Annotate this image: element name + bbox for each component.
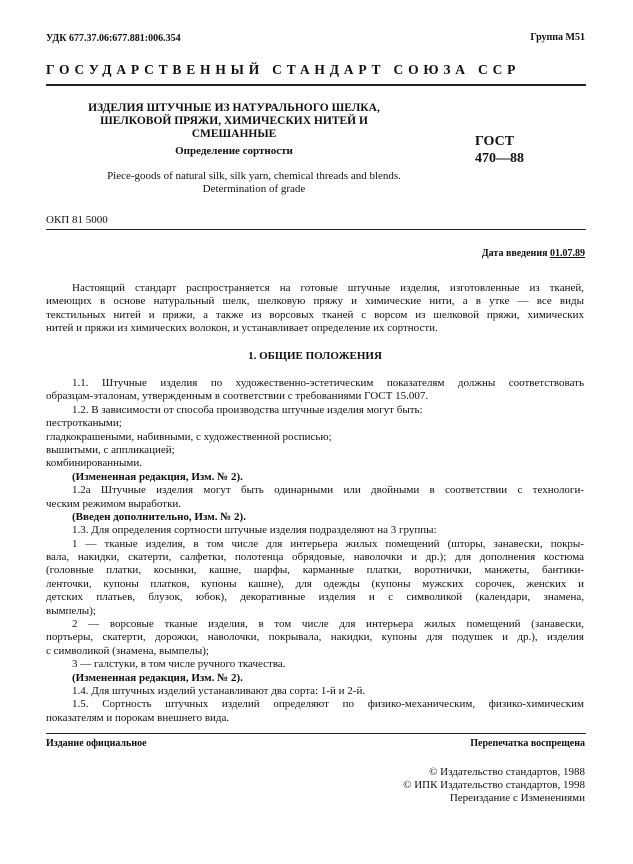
intro-date-value: 01.07.89 [550,248,585,259]
body-line: 1 — тканые изделия, в том числе для интерьера жилых помещений (шторы, занавески, покры- [72,537,584,550]
reprint-note: Переиздание с Изменениями [449,792,585,804]
title-line-1: ИЗДЕЛИЯ ШТУЧНЫЕ ИЗ НАТУРАЛЬНОГО ШЕЛКА, [88,102,380,114]
english-title [64,170,444,196]
body-line: 1.2а Штучные изделия могут быть одинарными или двойными в соответствии с технологи- [72,484,584,497]
gost-number: 470—88 [475,151,524,166]
banner-rule [46,84,586,86]
body-line: гладкокрашеными, набивными, с художественной росписью; [46,430,332,443]
subtitle: Определение сортности [175,145,293,157]
body-line: портьеры, скатерти, дорожки, наволочки, покрывала, накидки, купоны для подушек и др.), изделия [46,631,584,644]
intro-date [482,248,585,259]
group-code: Группа М51 [530,32,585,43]
english-title-line-1: Piece-goods of natural silk, silk yarn, chemical threads and blends. [107,170,401,182]
body-line: вымпелы); [46,604,96,617]
intro-line: имеющих в основе натуральный шелк, шелковую пряжу и химические нити, а в утке — все виды [46,295,584,308]
amendment-note: (Измененная редакция, Изм. № 2). [72,470,243,483]
body-line: с символикой (знамена, вымпелы); [46,644,209,657]
official-edition: Издание официальное [46,738,147,749]
body-line: комбинированными. [46,457,142,470]
body-line: вышитыми, с аппликацией; [46,443,175,456]
document-title [64,102,404,141]
copyright-2: © ИПК Издательство стандартов, 1998 [403,779,585,791]
gost-label: ГОСТ [475,134,515,149]
body-line: показателям и порокам внешнего вида. [46,711,230,724]
body-line: 1.1. Штучные изделия по художественно-эстетическим показателям должны соответствовать [72,377,584,389]
okp-rule [46,229,586,230]
okp-code: ОКП 81 5000 [46,214,108,226]
body-line: 3 — галстуки, в том числе ручного ткачества. [72,658,286,671]
intro-line: текстильных нитей и пряжи, а также из ворсовых тканей с ворсом из шелковой пряжи, химических [46,308,584,321]
copyright-block [403,766,585,805]
body-line: пестроткаными; [46,417,122,430]
english-title-line-2: Determination of grade [202,183,306,195]
title-line-2: ШЕЛКОВОЙ ПРЯЖИ, ХИМИЧЕСКИХ НИТЕЙ И СМЕШАННЫЕ [100,115,368,140]
body-line: вала, накидки, скатерти, салфетки, полотенца обрядовые, наволочки и др.); для дополнения костюма [46,551,584,564]
footer-rule [46,733,586,734]
copyright-1: © Издательство стандартов, 1988 [429,766,585,778]
intro-paragraph [46,282,584,336]
body-line: детских платьев, блузок, юбок), декоративные изделия и с символикой (календари, знамена, [46,591,584,604]
body-line: ленточки, купоны платков, купоны кашне), для одежды (купоны мужских сорочек, женских и [46,577,584,590]
intro-date-label: Дата введения [481,248,548,259]
udc-code: УДК 677.37.06:677.881:006.354 [46,33,181,44]
intro-line: Настоящий стандарт распространяется на готовые штучные изделия, изготовленные из тканей, [72,282,584,294]
body-line: (головные платки, косынки, кашне, шарфы, карманные платки, воротнички, манжеты, бантики- [46,564,584,577]
amendment-note: (Введен дополнительно, Изм. № 2). [72,510,246,523]
section-title: 1. ОБЩИЕ ПОЛОЖЕНИЯ [248,350,382,362]
intro-line: нитей и пряжи из химических волокон, и устанавливает определение их сортности. [46,322,438,335]
state-standard-banner: ГОСУДАРСТВЕННЫЙ СТАНДАРТ СОЮЗА ССР [46,62,521,77]
body-line: 1.3. Для определения сортности штучные изделия подразделяют на 3 группы: [72,524,437,537]
body-line: 1.2. В зависимости от способа производства штучные изделия могут быть: [72,403,423,416]
body-line: 1.5. Сортность штучных изделий определяют по физико-механическим, физико-химическим [72,698,584,711]
body-line: 2 — ворсовые тканые изделия, в том числе для интерьера жилых помещений (занавески, [72,618,584,631]
body-line: 1.4. Для штучных изделий устанавливают два сорта: 1-й и 2-й. [72,684,366,697]
body-line: ческим режимом выработки. [46,497,182,510]
section-body [46,377,584,725]
gost-designation [475,133,524,167]
body-line: образцам-эталонам, утвержденным в соответствии с требованиями ГОСТ 15.007. [46,390,429,403]
amendment-note: (Измененная редакция, Изм. № 2). [72,671,243,684]
reprint-prohibited: Перепечатка воспрещена [470,738,585,749]
